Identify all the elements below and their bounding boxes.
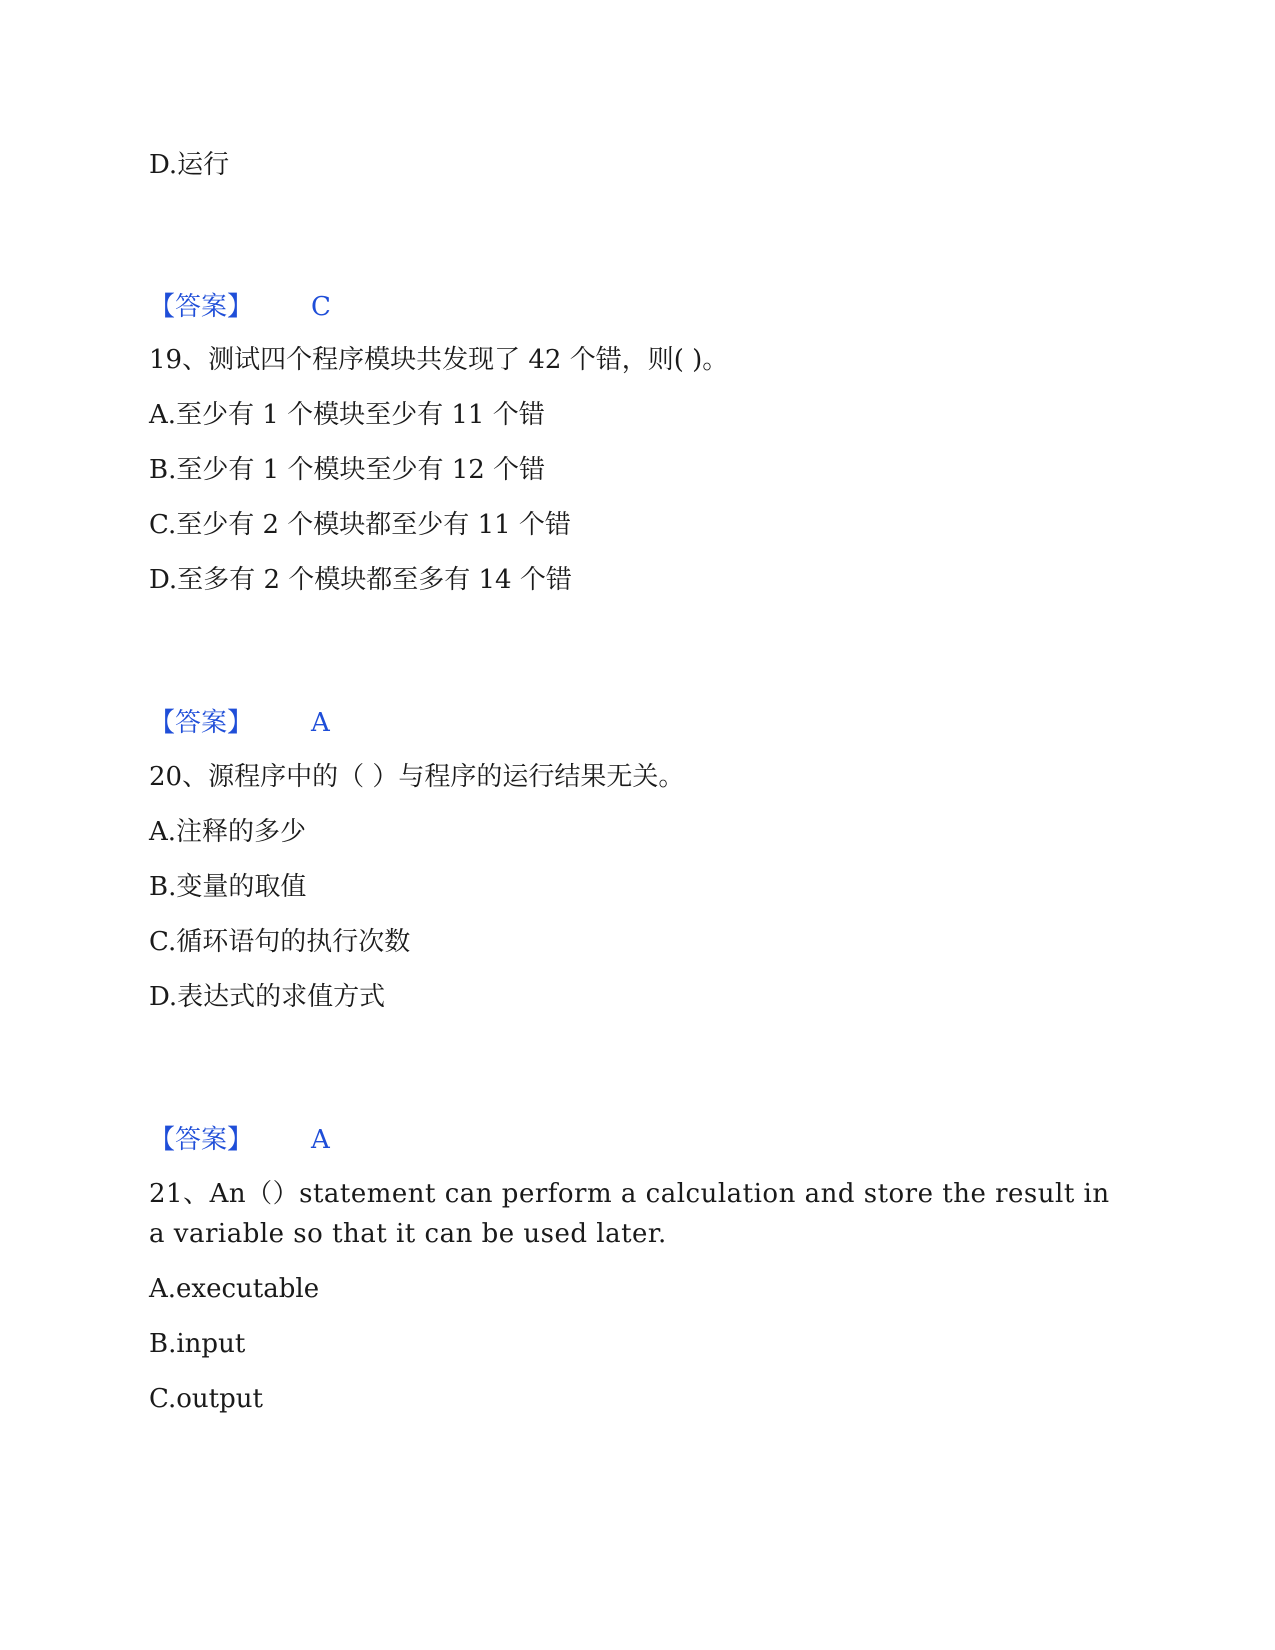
q19-option-c: C.至少有 2 个模块都至少有 11 个错 <box>149 510 571 540</box>
q19-option-a: A.至少有 1 个模块至少有 11 个错 <box>149 400 545 430</box>
q20-option-b: B.变量的取值 <box>149 872 307 902</box>
q19-stem: 19、测试四个程序模块共发现了 42 个错，则( )。 <box>149 345 729 375</box>
answer-value: C <box>311 292 331 322</box>
q20-answer <box>149 1120 330 1160</box>
q21-option-b: B.input <box>149 1329 246 1359</box>
answer-label: 【答案】 <box>149 1125 254 1155</box>
q19-option-d: D.至多有 2 个模块都至多有 14 个错 <box>149 565 572 595</box>
answer-label: 【答案】 <box>149 708 254 738</box>
q18-answer <box>149 287 331 327</box>
q21-option-a: A.executable <box>149 1274 320 1304</box>
q18-option-d: D.运行 <box>149 150 230 180</box>
q20-option-a: A.注释的多少 <box>149 817 307 847</box>
q20-option-d: D.表达式的求值方式 <box>149 982 386 1012</box>
q21-option-c: C.output <box>149 1384 263 1414</box>
answer-label: 【答案】 <box>149 292 254 322</box>
q19-answer <box>149 703 330 743</box>
q19-option-b: B.至少有 1 个模块至少有 12 个错 <box>149 455 546 485</box>
answer-value: A <box>311 1125 330 1155</box>
q21-stem: 21、An（）statement can perform a calculation and store the result in a variable so that it can be used later. <box>149 1179 1110 1249</box>
q20-option-c: C.循环语句的执行次数 <box>149 927 411 957</box>
answer-value: A <box>311 708 330 738</box>
q20-stem: 20、源程序中的（ ）与程序的运行结果无关。 <box>149 762 685 792</box>
